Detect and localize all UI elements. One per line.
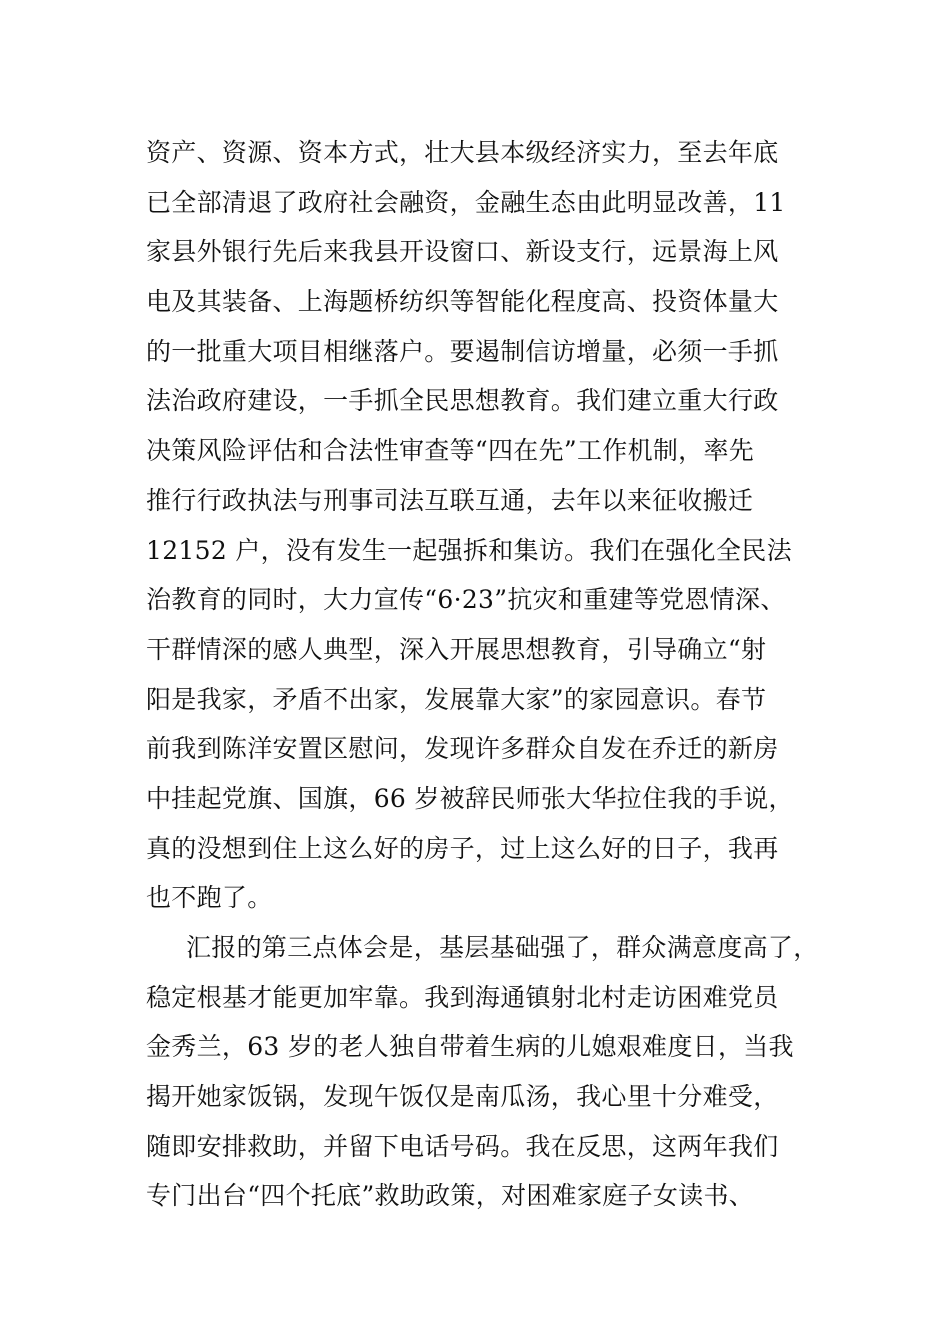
- text-line: 干群情深的感人典型，深入开展思想教育，引导确立“射: [146, 634, 767, 664]
- text-line: 稳定根基才能更加牢靠。我到海通镇射北村走访困难党员: [146, 982, 779, 1012]
- text-line: 电及其装备、上海题桥纺织等智能化程度高、投资体量大: [146, 287, 779, 317]
- text-line: 的一批重大项目相继落户。要遏制信访增量，必须一手抓: [146, 336, 779, 366]
- body-text: [146, 128, 836, 1221]
- text-line: 中挂起党旗、国旗，66 岁被辞民师张大华拉住我的手说，: [146, 783, 794, 813]
- text-line: 阳是我家，矛盾不出家，发展靠大家”的家园意识。春节: [146, 684, 767, 714]
- text-line: 也不跑了。: [146, 883, 273, 913]
- text-line: 推行行政执法与刑事司法互联互通，去年以来征收搬迁: [146, 485, 754, 515]
- text-line: 真的没想到住上这么好的房子，过上这么好的日子，我再: [146, 833, 779, 863]
- text-line: 决策风险评估和合法性审查等“四在先”工作机制，率先: [146, 436, 755, 466]
- text-line: 12152 户，没有发生一起强拆和集访。我们在强化全民法: [146, 535, 792, 565]
- text-line: 随即安排救助，并留下电话号码。我在反思，这两年我们: [146, 1131, 779, 1161]
- text-line: 前我到陈洋安置区慰问，发现许多群众自发在乔迁的新房: [146, 734, 779, 764]
- text-line: 金秀兰，63 岁的老人独自带着生病的儿媳艰难度日，当我: [146, 1032, 794, 1062]
- paragraph-first-line: 汇报的第三点体会是，基层基础强了，群众满意度高了，: [186, 933, 819, 962]
- text-line: 资产、资源、资本方式，壮大县本级经济实力，至去年底: [146, 138, 779, 167]
- text-line: 家县外银行先后来我县开设窗口、新设支行，远景海上风: [146, 237, 779, 267]
- text-line: 揭开她家饭锅，发现午饭仅是南瓜汤，我心里十分难受，: [146, 1082, 779, 1112]
- text-line: 专门出台“四个托底”救助政策，对困难家庭子女读书、: [146, 1181, 755, 1211]
- text-line: 治教育的同时，大力宣传“6·23”抗灾和重建等党恩情深、: [146, 585, 786, 615]
- text-line: 法治政府建设，一手抓全民思想教育。我们建立重大行政: [146, 386, 779, 416]
- text-line: 已全部清退了政府社会融资，金融生态由此明显改善，11: [146, 187, 786, 217]
